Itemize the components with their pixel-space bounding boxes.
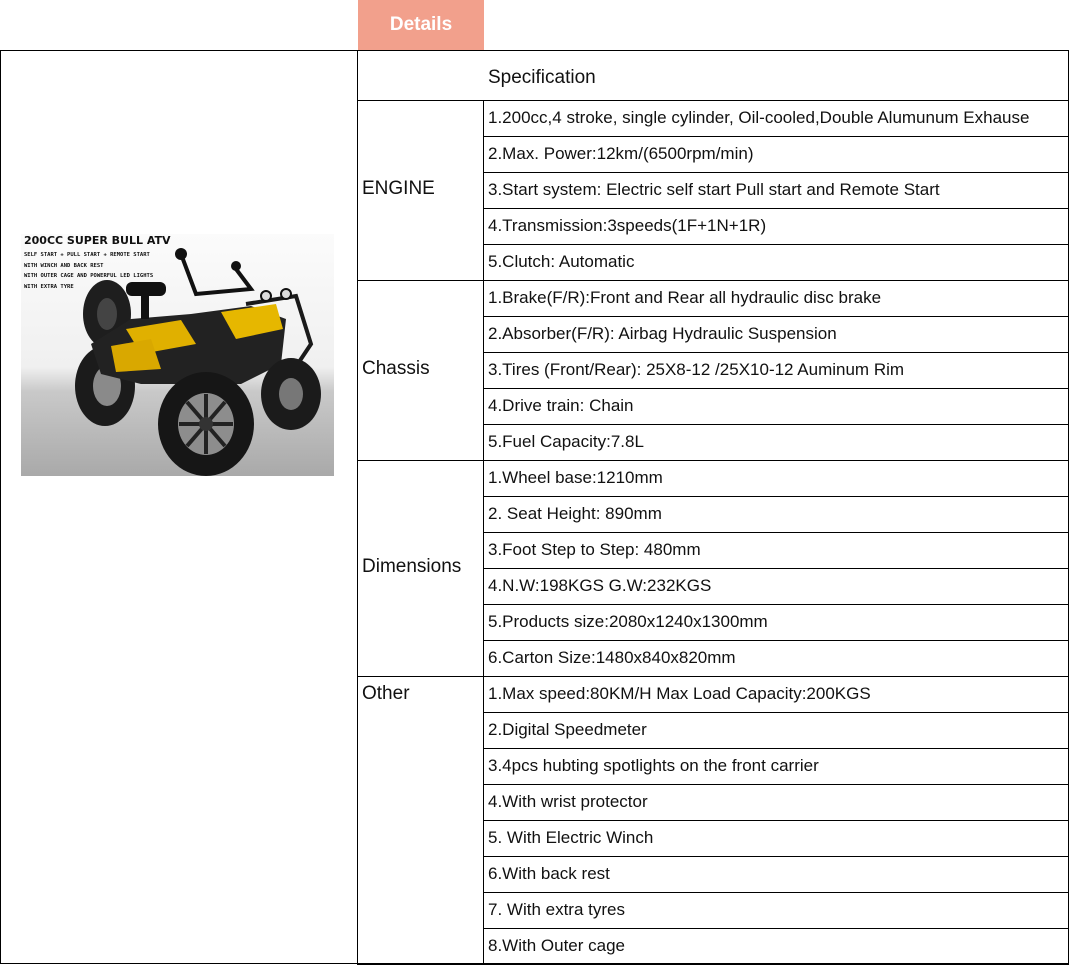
spec-row: 4.Transmission:3speeds(1F+1N+1R) xyxy=(488,216,767,235)
divider xyxy=(357,50,358,964)
spec-row: 4.N.W:198KGS G.W:232KGS xyxy=(488,576,712,595)
spec-row: 6.Carton Size:1480x840x820mm xyxy=(488,648,736,667)
photo-line: WITH EXTRA TYRE xyxy=(24,283,74,290)
spec-row: 3.4pcs hubting spotlights on the front carrier xyxy=(488,756,819,775)
spec-row: 2.Absorber(F/R): Airbag Hydraulic Suspension xyxy=(488,324,837,343)
spec-row: 5.Products size:2080x1240x1300mm xyxy=(488,612,768,631)
row-divider xyxy=(357,460,1069,461)
spec-row: 3.Tires (Front/Rear): 25X8-12 /25X10-12 Auminum Rim xyxy=(488,360,905,379)
category-label: Other xyxy=(362,683,410,704)
photo-line: WITH OUTER CAGE AND POWERFUL LED LIGHTS xyxy=(24,273,154,279)
spec-row: 1.Max speed:80KM/H Max Load Capacity:200KGS xyxy=(488,684,871,703)
photo-line: WITH WINCH AND BACK REST xyxy=(24,262,104,269)
spec-row: 4.Drive train: Chain xyxy=(488,396,634,415)
spec-row: 3.Foot Step to Step: 480mm xyxy=(488,540,701,559)
spec-row: 2. Seat Height: 890mm xyxy=(488,504,662,523)
spec-row: 1.Brake(F/R):Front and Rear all hydraulic disc brake xyxy=(488,288,882,307)
spec-row: 5. With Electric Winch xyxy=(488,828,654,847)
spec-row: 1.200cc,4 stroke, single cylinder, Oil-cooled,Double Alumunum Exhause xyxy=(488,108,1030,127)
category-label: ENGINE xyxy=(362,178,435,199)
category-label: Chassis xyxy=(362,358,430,379)
spec-row: 1.Wheel base:1210mm xyxy=(488,468,663,487)
spec-row: 5.Fuel Capacity:7.8L xyxy=(488,432,644,451)
spec-row: 3.Start system: Electric self start Pull start and Remote Start xyxy=(488,180,940,199)
spec-row: 4.With wrist protector xyxy=(488,792,648,811)
photo-line: SELF START + PULL START + REMOTE START xyxy=(24,252,150,258)
spec-row: 5.Clutch: Automatic xyxy=(488,252,635,271)
category-label: Dimensions xyxy=(362,556,462,577)
spec-row: 6.With back rest xyxy=(488,864,610,883)
photo-caption xyxy=(24,234,224,292)
spec-row: 2.Max. Power:12km/(6500rpm/min) xyxy=(488,144,754,163)
spec-row: 7. With extra tyres xyxy=(488,900,625,919)
spec-header: Specification xyxy=(488,67,596,88)
photo-title: 200CC SUPER BULL ATV xyxy=(24,234,171,247)
tab-details[interactable]: Details xyxy=(358,0,484,50)
spec-row: 8.With Outer cage xyxy=(488,936,626,955)
spec-row: 2.Digital Speedmeter xyxy=(488,720,647,739)
